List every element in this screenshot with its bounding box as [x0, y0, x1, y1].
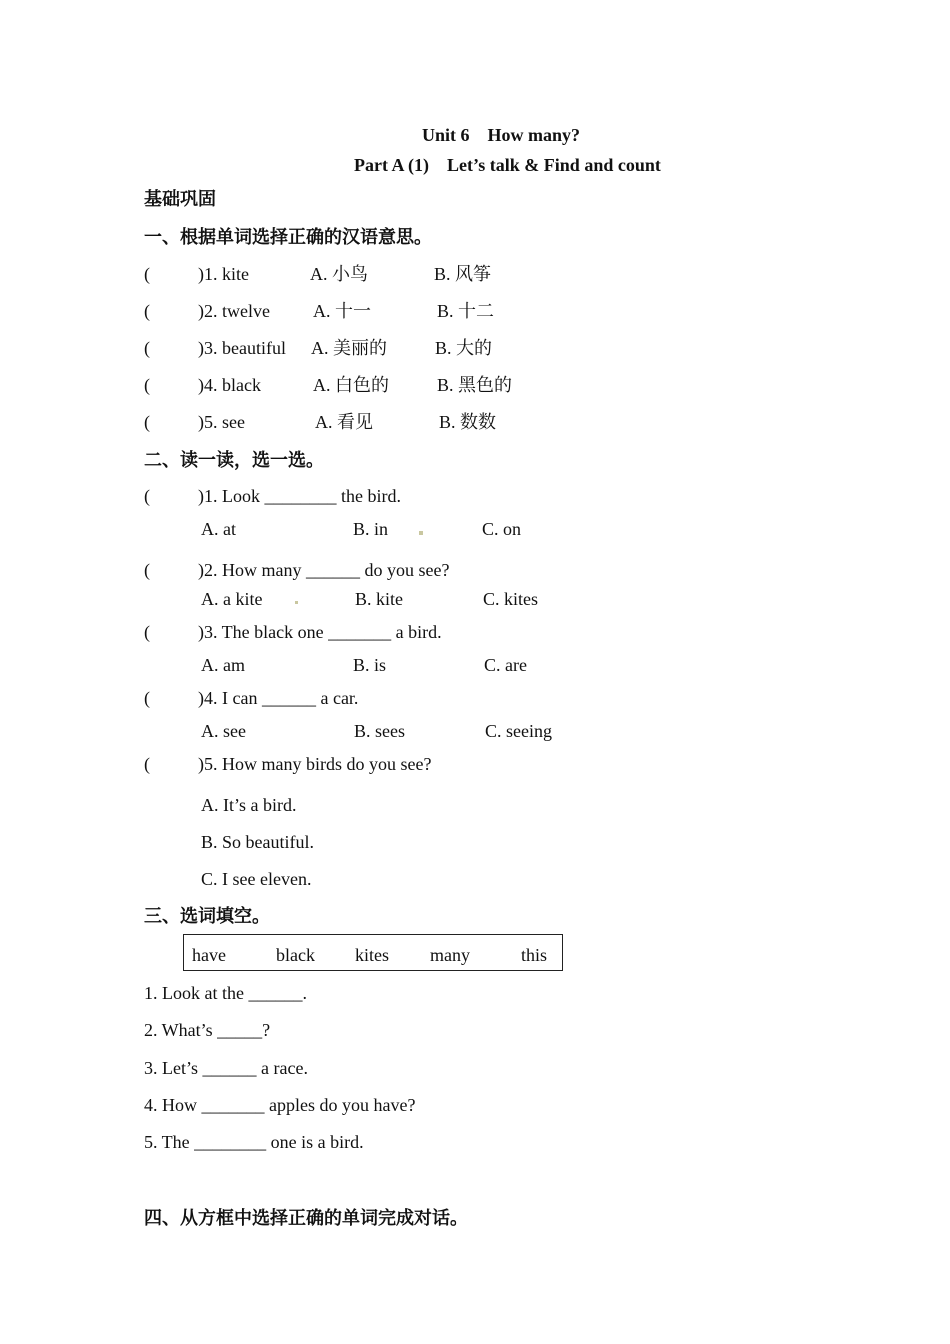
- item-word: )3. beautiful: [198, 338, 286, 358]
- fill-sentence: 1. Look at the ______.: [144, 983, 307, 1003]
- word-box-item: this: [521, 945, 548, 965]
- speck-mark: [295, 601, 298, 604]
- option-b: B. is: [353, 655, 387, 675]
- option-a: A. 小鸟: [310, 264, 368, 284]
- option-a: A. see: [201, 721, 246, 741]
- answer-paren: (: [144, 688, 150, 708]
- word-box-item: many: [430, 945, 470, 965]
- option-b: B. So beautiful.: [201, 832, 314, 852]
- question-text: )4. I can ______ a car.: [198, 688, 359, 708]
- item-word: )2. twelve: [198, 301, 270, 321]
- basic-heading: 基础巩固: [144, 189, 216, 209]
- answer-paren: (: [144, 622, 150, 642]
- section4-heading: 四、从方框中选择正确的单词完成对话。: [144, 1208, 468, 1228]
- option-b: B. 大的: [435, 338, 493, 358]
- item-word: )5. see: [198, 412, 245, 432]
- option-a: A. 十一: [313, 301, 371, 321]
- question-text: )2. How many ______ do you see?: [198, 560, 450, 580]
- answer-paren: (: [144, 754, 150, 774]
- option-a: A. at: [201, 519, 236, 539]
- item-word: )1. kite: [198, 264, 249, 284]
- option-a: A. am: [201, 655, 245, 675]
- section1-heading: 一、根据单词选择正确的汉语意思。: [144, 227, 432, 247]
- fill-sentence: 3. Let’s ______ a race.: [144, 1058, 308, 1078]
- question-text: )1. Look ________ the bird.: [198, 486, 401, 506]
- option-b: B. sees: [354, 721, 405, 741]
- option-b: B. 风筝: [434, 264, 492, 284]
- option-c: C. I see eleven.: [201, 869, 312, 889]
- option-a: A. 看见: [315, 412, 373, 432]
- fill-sentence: 5. The ________ one is a bird.: [144, 1132, 364, 1152]
- option-c: C. kites: [483, 589, 539, 609]
- page-title: Unit 6 How many?: [422, 125, 581, 145]
- option-b: B. 数数: [439, 412, 497, 432]
- answer-paren: (: [144, 338, 150, 358]
- answer-paren: (: [144, 486, 150, 506]
- option-c: C. are: [484, 655, 527, 675]
- option-b: B. in: [353, 519, 389, 539]
- word-box-item: black: [276, 945, 315, 965]
- option-b: B. kite: [355, 589, 403, 609]
- item-word: )4. black: [198, 375, 261, 395]
- answer-paren: (: [144, 412, 150, 432]
- answer-paren: (: [144, 264, 150, 284]
- section2-heading: 二、读一读，选一选。: [144, 450, 324, 470]
- word-box-item: kites: [355, 945, 389, 965]
- question-text: )5. How many birds do you see?: [198, 754, 432, 774]
- option-a: A. 白色的: [313, 375, 389, 395]
- answer-paren: (: [144, 375, 150, 395]
- speck-mark: [419, 531, 423, 535]
- option-a: A. It’s a bird.: [201, 795, 297, 815]
- option-c: C. seeing: [485, 721, 552, 741]
- option-b: B. 十二: [437, 301, 495, 321]
- word-box-item: have: [192, 945, 226, 965]
- answer-paren: (: [144, 301, 150, 321]
- fill-sentence: 2. What’s _____?: [144, 1020, 271, 1040]
- question-text: )3. The black one _______ a bird.: [198, 622, 442, 642]
- section3-heading: 三、选词填空。: [144, 906, 270, 926]
- page-subtitle: Part A (1) Let’s talk & Find and count: [354, 155, 661, 175]
- option-a: A. 美丽的: [311, 338, 387, 358]
- option-a: A. a kite: [201, 589, 263, 609]
- answer-paren: (: [144, 560, 150, 580]
- fill-sentence: 4. How _______ apples do you have?: [144, 1095, 416, 1115]
- option-c: C. on: [482, 519, 522, 539]
- option-b: B. 黑色的: [437, 375, 513, 395]
